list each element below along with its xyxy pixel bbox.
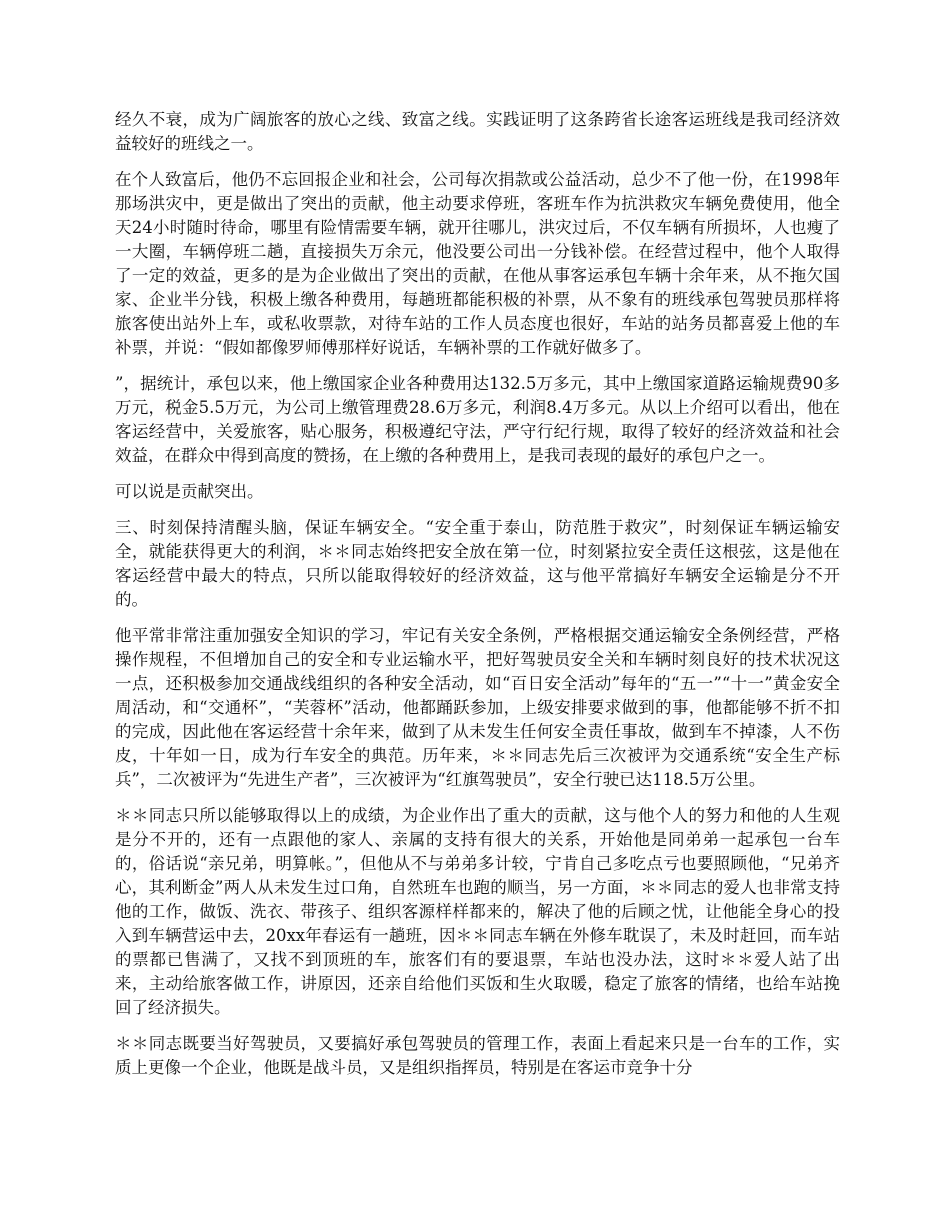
paragraph-7: ＊＊同志只所以能够取得以上的成绩，为企业作出了重大的贡献，这与他个人的努力和他的人生观是分不开的，还有一点跟他的家人、亲属的支持有很大的关系，开始他是同弟弟一起承包一台车的，俗话说“亲兄弟，明算帐。”，但他从不与弟弟多计较，宁肯自己多吃点亏也要照顾他，“兄弟齐心，其利断金”两人从未发生过口角，自然班车也跑的顺当，另一方面，＊＊同志的爱人也非常支持他的工作，做饭、洗衣、带孩子、组织客源样样都来的，解决了他的后顾之忧，让他能全身心的投入到车辆营运中去，20xx年春运有一趟班，因＊＊同志车辆在外修车耽误了，未及时赶回，而车站的票都已售满了，又找不到顶班的车，旅客们有的要退票，车站也没办法，这时＊＊爱人站了出来，主动给旅客做工作，讲原因，还亲自给他们买饭和生火取暖，稳定了旅客的情绪，也给车站挽回了经济损失。 — [115, 806, 840, 1017]
paragraph-8: ＊＊同志既要当好驾驶员，又要搞好承包驾驶员的管理工作，表面上看起来只是一台车的工作，实质上更像一个企业，他既是战斗员，又是组织指挥员，特别是在客运市竞争十分 — [115, 1034, 840, 1077]
paragraph-3: ”，据统计，承包以来，他上缴国家企业各种费用达132.5万多元，其中上缴国家道路运输规费90多万元，税金5.5万元，为公司上缴管理费28.6万多元，利润8.4万多元。从以上介绍可以看出，他在客运经营中，关爱旅客，贴心服务，积极遵纪守法，严守行纪行规，取得了较好的经济效益和社会效益，在群众中得到高度的赞扬，在上缴的各种费用上，是我司表现的最好的承包户之一。 — [115, 374, 840, 465]
paragraph-2: 在个人致富后，他仍不忘回报企业和社会，公司每次捐款或公益活动，总少不了他一份，在1998年那场洪灾中，更是做出了突出的贡献，他主动要求停班，客班车作为抗洪救灾车辆免费使用，他全天24小时随时待命，哪里有险情需要车辆，就开往哪儿，洪灾过后，不仅车辆有所损坏，人也瘦了一大圈，车辆停班二趟，直接损失万余元，他没要公司出一分钱补偿。在经营过程中，他个人取得了一定的效益，更多的是为企业做出了突出的贡献，在他从事客运承包车辆十余年来，从不拖欠国家、企业半分钱，积极上缴各种费用，每趟班都能积极的补票，从不象有的班线承包驾驶员那样将旅客使出站外上车，或私收票款，对待车站的工作人员态度也很好，车站的站务员都喜爱上他的车补票，并说：“假如都像罗师傅那样好说话，车辆补票的工作就好做多了。 — [115, 170, 840, 357]
paragraph-5: 三、时刻保持清醒头脑，保证车辆安全。“安全重于泰山，防范胜于救灾”，时刻保证车辆运输安全，就能获得更大的利润，＊＊同志始终把安全放在第一位，时刻紧拉安全责任这根弦，这是他在客运经营中最大的特点，只所以能取得较好的经济效益，这与他平常搞好车辆安全运输是分不开的。 — [115, 518, 840, 609]
paragraph-6: 他平常非常注重加强安全知识的学习，牢记有关安全条例，严格根据交通运输安全条例经营，严格操作规程，不但增加自己的安全和专业运输水平，把好驾驶员安全关和车辆时刻良好的技术状况这一点，还积极参加交通战线组织的各种安全活动，如“百日安全活动”每年的“五一”“十一”黄金安全周活动，和“交通杯”，“芙蓉杯”活动，他都踊跃参加，上级安排要求做到的事，他都能够不折不扣的完成，因此他在客运经营十余年来，做到了从未发生任何安全责任事故，做到车不掉漆，人不伤皮，十年如一日，成为行车安全的典范。历年来，＊＊同志先后三次被评为交通系统“安全生产标兵”，二次被评为“先进生产者”，三次被评为“红旗驾驶员”，安全行驶已达118.5万公里。 — [115, 626, 840, 789]
paragraph-1: 经久不衰，成为广阔旅客的放心之线、致富之线。实践证明了这条跨省长途客运班线是我司经济效益较好的班线之一。 — [115, 110, 840, 153]
paragraph-4: 可以说是贡献突出。 — [115, 482, 264, 501]
document-body — [115, 108, 840, 1092]
